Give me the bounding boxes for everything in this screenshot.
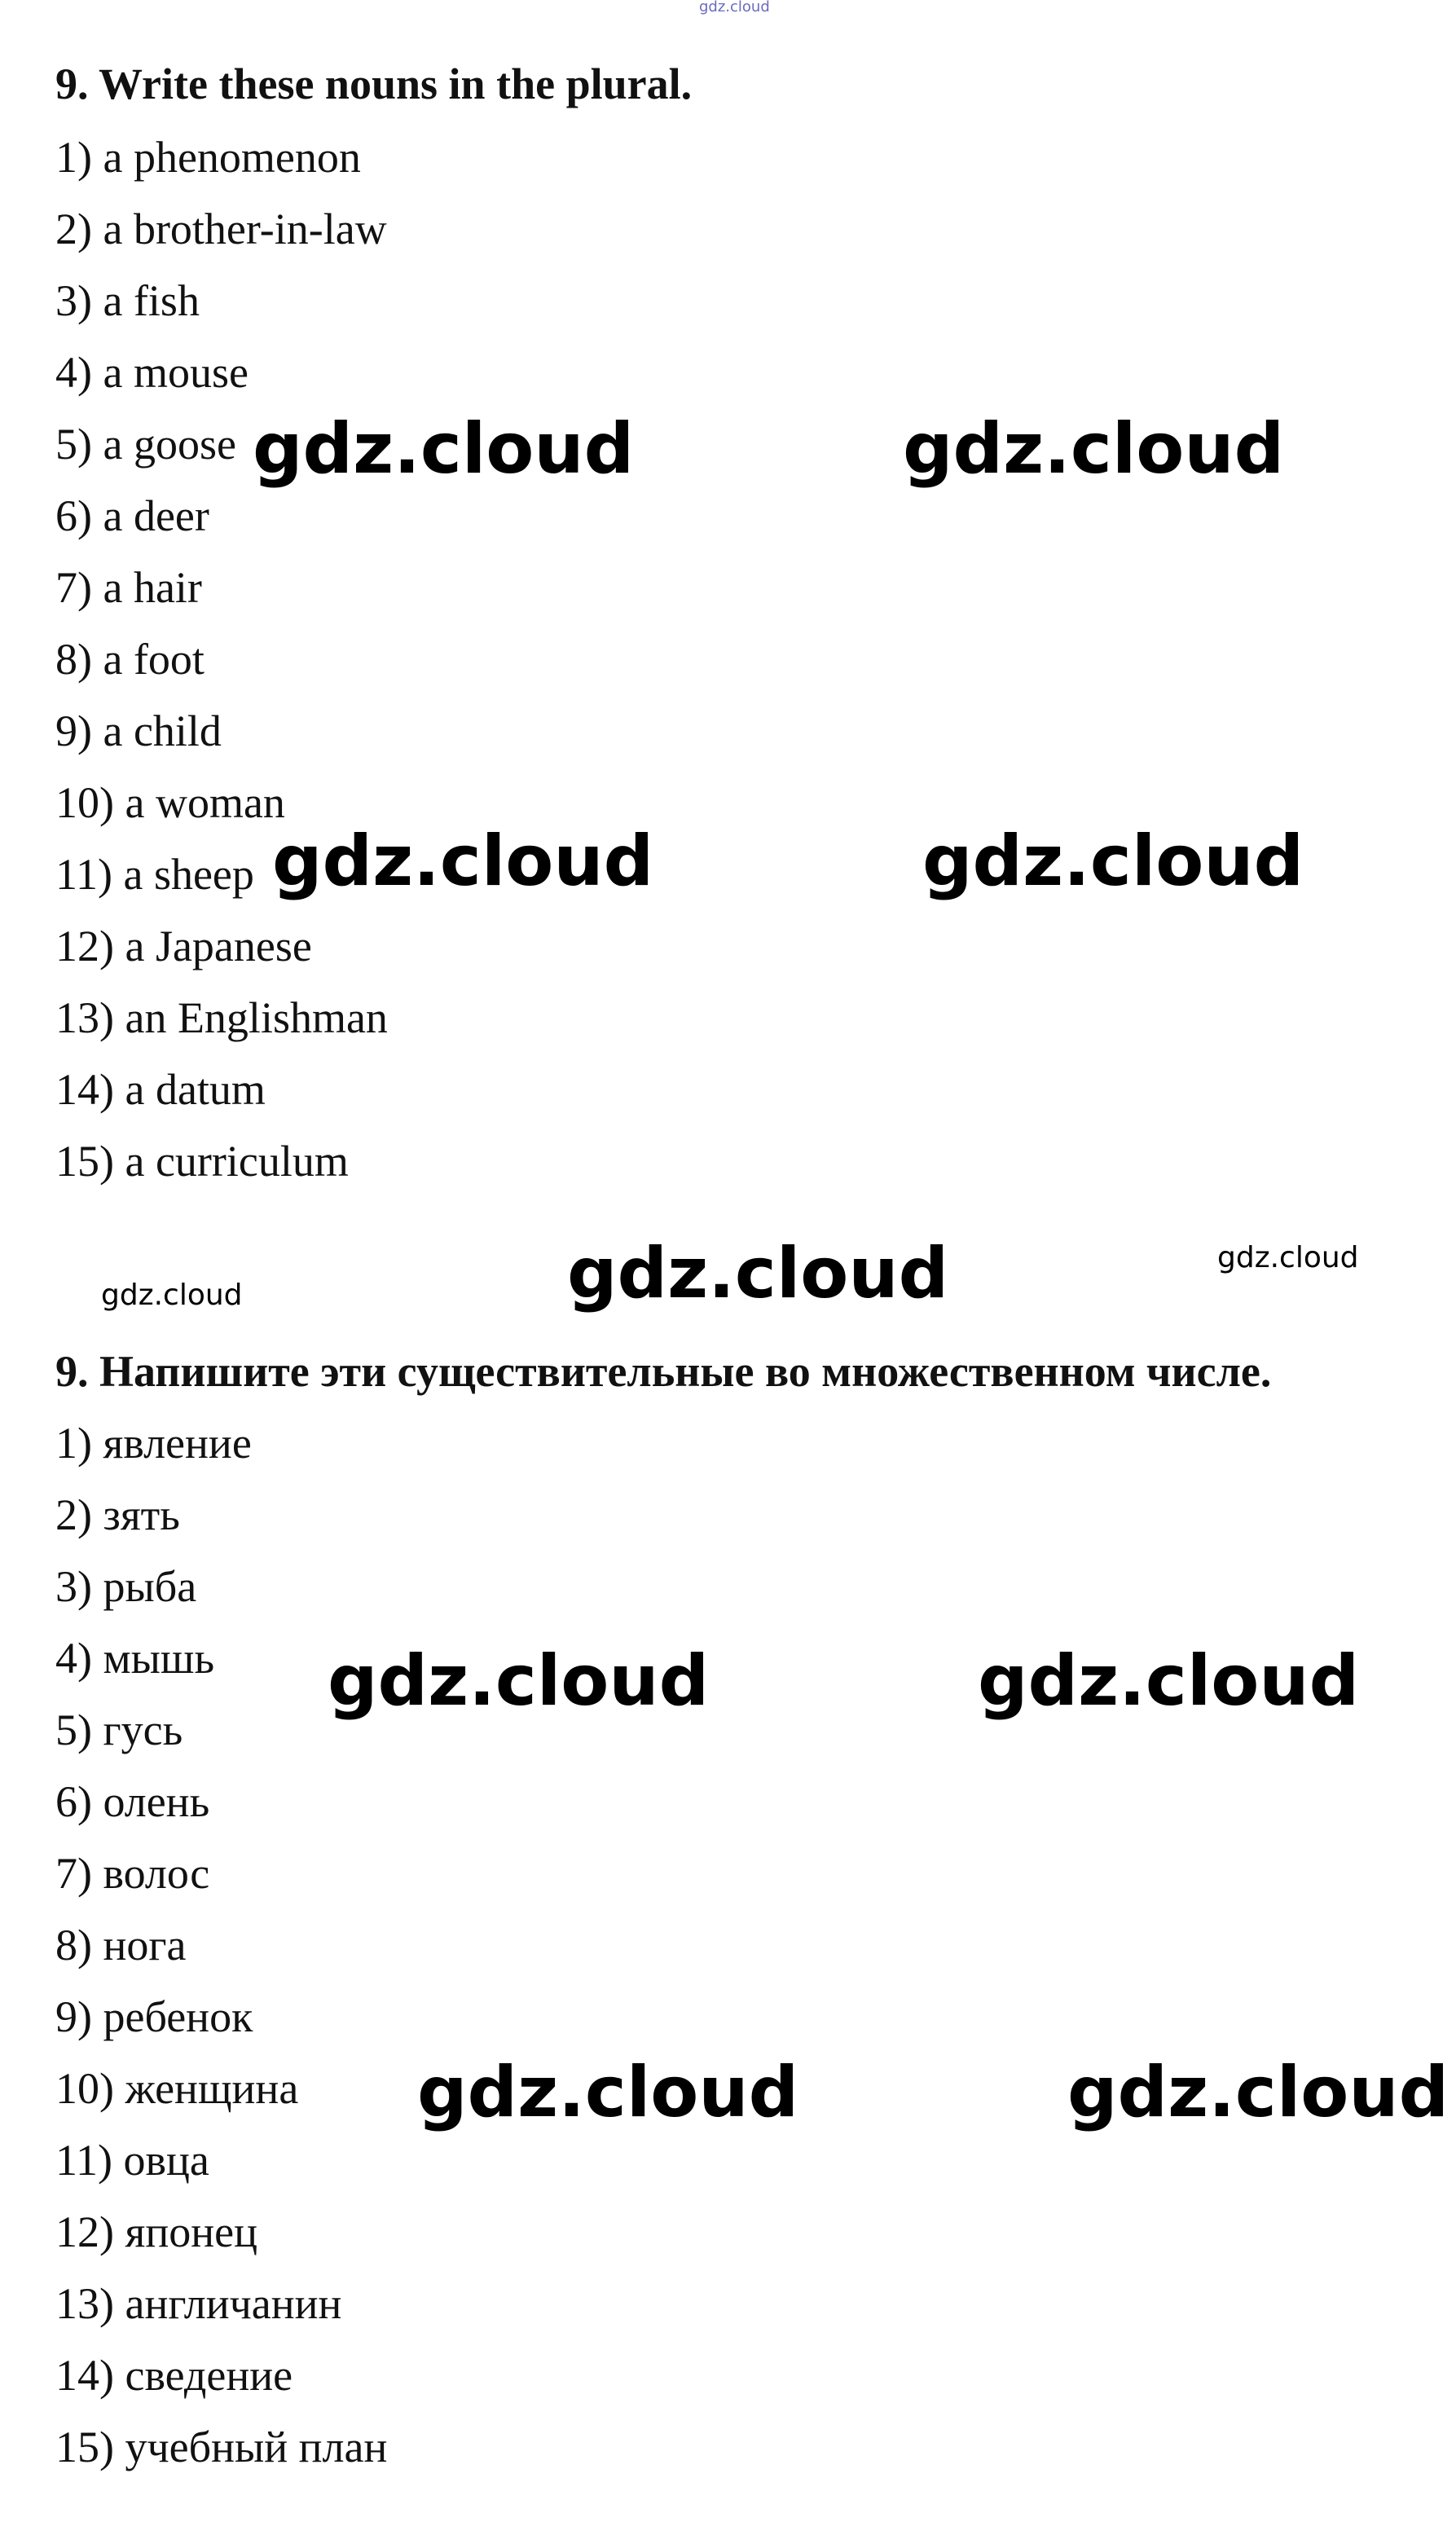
- russian-item-8: 8) нога: [55, 1921, 187, 1969]
- english-heading: 9. Write these nouns in the plural.: [55, 59, 693, 108]
- watermark: gdz.cloud: [272, 821, 654, 902]
- russian-item-7: 7) волос: [55, 1849, 210, 1898]
- russian-item-2: 2) зять: [55, 1490, 180, 1539]
- english-item-12: 12) a Japanese: [55, 922, 312, 970]
- watermark: gdz.cloud: [1067, 2052, 1449, 2133]
- english-item-13: 13) an Englishman: [55, 993, 388, 1042]
- english-item-15: 15) a curriculum: [55, 1137, 349, 1186]
- watermark: gdz.cloud: [1217, 1241, 1359, 1274]
- russian-item-6: 6) олень: [55, 1777, 210, 1826]
- english-item-10: 10) a woman: [55, 778, 285, 827]
- english-item-7: 7) a hair: [55, 563, 202, 612]
- english-item-5: 5) a goose: [55, 420, 236, 469]
- top-watermark: gdz.cloud: [699, 0, 770, 15]
- watermark: gdz.cloud: [417, 2052, 799, 2133]
- english-item-14: 14) a datum: [55, 1065, 266, 1114]
- watermark: gdz.cloud: [101, 1279, 243, 1312]
- russian-item-14: 14) сведение: [55, 2351, 293, 2400]
- russian-item-13: 13) англичанин: [55, 2279, 342, 2328]
- watermark: gdz.cloud: [978, 1640, 1360, 1722]
- russian-item-12: 12) японец: [55, 2207, 257, 2256]
- russian-item-9: 9) ребенок: [55, 1992, 253, 2041]
- english-item-6: 6) a deer: [55, 491, 209, 540]
- russian-item-15: 15) учебный план: [55, 2423, 388, 2471]
- watermark: gdz.cloud: [567, 1233, 949, 1314]
- english-item-9: 9) a child: [55, 706, 222, 755]
- russian-item-3: 3) рыба: [55, 1562, 197, 1611]
- watermark: gdz.cloud: [903, 408, 1285, 490]
- watermark: gdz.cloud: [253, 408, 635, 490]
- russian-item-4: 4) мышь: [55, 1634, 215, 1683]
- english-item-1: 1) a phenomenon: [55, 133, 361, 182]
- russian-item-1: 1) явление: [55, 1419, 252, 1468]
- watermark: gdz.cloud: [922, 821, 1304, 902]
- russian-item-5: 5) гусь: [55, 1705, 183, 1754]
- english-item-11: 11) a sheep: [55, 850, 254, 899]
- russian-heading: 9. Напишите эти существительные во множественном числе.: [55, 1347, 1272, 1396]
- russian-item-10: 10) женщина: [55, 2064, 299, 2113]
- watermark: gdz.cloud: [328, 1640, 710, 1722]
- russian-item-11: 11) овца: [55, 2136, 209, 2185]
- english-item-4: 4) a mouse: [55, 348, 249, 397]
- english-item-8: 8) a foot: [55, 635, 205, 684]
- english-item-3: 3) a fish: [55, 276, 200, 325]
- english-item-2: 2) a brother-in-law: [55, 205, 387, 253]
